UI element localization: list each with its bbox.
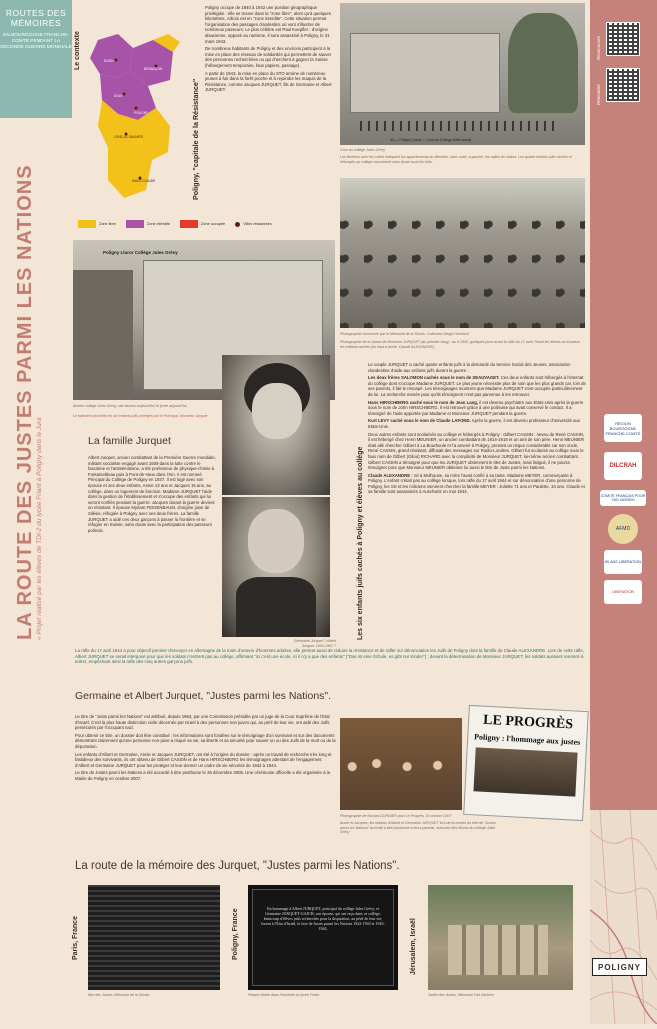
paris-caption: Mur des Justes, Mémorial de la Shoah (88, 993, 150, 997)
newspaper-headline: Poligny : l'hommage aux justes (473, 732, 581, 747)
justes-text (75, 714, 337, 784)
plaque-text: En hommage à Albert JURQUET, principal du collège Jules Grévy, et Germaine JURQUET-GAJCH, son épouse, qui ont reçu dans ce collège, beaucoup d'élèves juifs recherchés pour la disparition, au péril de leur vie, furent à l'Etat d'Israël, le titre de Justes parmi les Nations 1942-1943 et 1943-1944. (252, 889, 394, 986)
routes-memoires-subtitle: EN BOURGOGNE FRANCHE-COMTÉ PENDANT LA SECONDE GUERRE MONDIALE (0, 33, 72, 51)
albert-portrait (222, 497, 330, 637)
qr-code-rencontre[interactable] (606, 68, 640, 102)
plaque-photo (248, 885, 398, 990)
map-label-saint-claude: SAINT-CLAUDE (132, 179, 156, 183)
map-label-lons: LONS-LE-SAUNIER (114, 135, 143, 139)
map-label-dijon: DIJON (104, 59, 114, 63)
nations-photo-note: Annie et Jacques, les enfants d'Albert et Germaine JURQUET lors de la remise du titre de "Justes parmi les Nations" accordé à titre posthume à leurs parents, entourés des élèves du collège Jules Grévy (340, 821, 496, 835)
six-children-label: Les six enfants juifs cachés à Poligny et élèves au collège (357, 446, 364, 640)
famille-text: Albert Jurquet, ancien combattant de la Première Guerre mondiale, militant socialiste engagé avant 1939 dans la lutte contre le fascisme et l'antisémitisme, a été professeur de physique-chimie à Fontainebleau puis à Pont-de-Vaux dans l'Ain. Il est nommé Principal du Collège de Poligny en 1937. Il est logé avec son épouse et ses deux enfants, Annie 13 ans et Jacques 15 ans, au collège, dans un logement de fonction. Madame JURQUET l'aide dans la gestion de l'établissement et s'occupe des enfants qui lui seront confiés pendant la guerre. Jacques durant la guerre devient un résistant. Il épouse Myriam FEIGENBAUM, d'origine juive de Silésie, réfugiée à Poligny avec ses deux frères. La famille JURQUET a aidé ces deux garçons à passer la frontière et se réfugier en Suisse, sans doute avec la participation des passeurs polinois. (88, 455, 216, 533)
mur-des-justes-photo (88, 885, 220, 990)
routes-memoires-title: ROUTES DES MÉMOIRES (5, 8, 67, 28)
class-photo (340, 178, 585, 328)
paragraph-lead: Les deux frères SALOMON cachés sous le nom de SEAUVAGET. (368, 375, 500, 381)
qr-code-ressources[interactable] (606, 22, 640, 56)
justes-title: Germaine et Albert Jurquet, "Justes parmi les Nations". (75, 690, 332, 702)
famille-title: La famille Jurquet (88, 435, 171, 447)
main-vertical-title: LA ROUTE DES JUSTES PARMI LES NATIONS (14, 164, 36, 640)
justes-paragraph: Les enfants d'Albert et Germaine, Annie et Jacques JURQUET, ont été à l'origine du dossier : après un travail de recherche très long et fastidieux des survivants, ils ont obtenu de Gilbert CASSIN et de Hans HIRSCHBERG les témoignages attestant de l'engagement d'Albert et Germaine JURQUET pour les protéger et leur donner un cadre de vie sécurisé de 1942 à 1944. (75, 751, 332, 768)
routes-memoires-box (0, 0, 72, 118)
capital-label: Poligny, "capitale de la Résistance" (191, 78, 200, 200)
postcard-label: 33 — Poligny (Jura) — Cour du Collège (côté ouest) (390, 138, 472, 142)
qr-label-rencontre: Rencontre (596, 84, 601, 105)
paragraph-text: Après la guerre, il est devenu professeur d'université aux Etats-Unis. (368, 418, 581, 429)
germaine-portrait (222, 355, 330, 495)
legend-zone-libre: Zone libre (99, 222, 116, 226)
logo-region: RÉGION BOURGOGNE FRANCHE-COMTÉ (604, 414, 642, 442)
paris-label: Paris, France (72, 916, 79, 960)
legend-zone-interdite: Zone interdite (146, 222, 171, 226)
poligny-caption: Plaque située dans l'enceinte du lycée Friant (248, 993, 320, 997)
paragraph-text: Ces deux enfants sont hébergés à l'internat du collège dont s'occupe Madame JURQUET. Le plus jeune nécessite plus de soin que les plus grands car, loin de ses parents, il fait le rescapé. Les témoignages montrent que Madame JURQUET s'est occupée particulièrement de lui. La recherche menée pour qu'ils témoignent n'est pas parvenue à les retrouver. (368, 375, 586, 397)
logo-80-ans: 80 ANS LIBÉRATION (604, 550, 642, 574)
poligny-label: Poligny, France (232, 908, 239, 960)
paragraph-lead: Claude ALEXANDRE : (368, 472, 413, 478)
college-street-sign: Poligny Lluror Collège Jules Grévy (103, 250, 178, 255)
zones-map (78, 30, 188, 215)
paragraph-text: né à Mulhouse, sa mère l'avait confié à sa tante, Madame MEYER, commerçante à Poligny. L'enfant n'était pas au collège lorsque, lors rafle du 17 avril 1944 et sur dénonciation d'une personne de Poligny, les SS et les miliciens viennent chercher la famille MEYER : Juliette 71 ans et Paulette, 34 ans. Claude et sa famille sont assassinés à Auschwitz en mai 1944. (368, 472, 585, 495)
street-note: Le bâtiment accueille les six enfants juifs protégés par le Principal, Monsieur Jurquet (73, 414, 208, 418)
route-title: La route de la mémoire des Jurquet, "Justes parmi les Nations". (75, 860, 400, 872)
logo-afmd: AFMD (608, 514, 638, 544)
nations-photo-caption: Photographie de Nicolas DORNIER pour Le Progrès, 10 octobre 2007 (340, 814, 452, 818)
map-label-dole: DOLE (114, 94, 123, 98)
justes-paragraph: Le titre de "Juste parmi les Nations" est attribué, depuis 1963, par une Commission présidée par un juge de la Cour Suprême de l'Etat d'Israël. C'est la plus haute distinction civile décernée par Israël à des personnes non juives qui, au péril de leur vie, ont aidé des Juifs persécutés par l'occupant nazi. (75, 714, 330, 731)
paragraph-text: Le couple JURQUET a caché quatre enfants juifs à la demande du Service Social des Jeunes, association clandestine d'aide aux enfants juifs durant la guerre : (368, 362, 571, 373)
map-label-poligny: POLIGNY (134, 111, 149, 115)
map-label-besancon: BESANÇON (144, 67, 162, 71)
vertical-subtitle: « Projet réalisé par les élèves de TDI-2 du lycée Friant à Poligny dans le Jura (36, 417, 43, 640)
paragraph-text: il est devenu psychiatre aux Etats-Unis après la guerre sous le nom de John HIRSCHBERG. Il est retrouvé grâce à une polinoise qui avait conservé le contact. Il a témoigné de l'aide apportée par Madame et Monsieur JURQUET pendant la guerre. (368, 399, 584, 416)
class-photo-caption: Photographie conservée par le Mémorial de la Shoah. Collection Serge Harreboil (340, 332, 469, 336)
context-label: Le contexte (74, 31, 81, 70)
newspaper-clipping (463, 705, 589, 821)
legend-villes-resistantes: Villes résistantes (243, 222, 272, 226)
college-top-note: Les fenêtres avec les volets indiquent les appartements du directeur, sans volet, à gauche, les salles de classe. Les quatre enfants juifs cachés et hébergés au collège coucheront sans doute sous les toits. (340, 155, 572, 164)
legend-zone-occupee: Zone occupée (201, 222, 226, 226)
class-photo-note: Photographie de la classe de Monsieur JURQUET (au premier rang) ; au 6 1943, quelques jours avant la rafle du 17 avril. Parmi les élèves se trouvent les enfants cachés (en haut à droite, Claude ALEXANDRE). (340, 340, 580, 349)
paragraph-text: Deux autres enfants sont scolarisés au collège et hébergés à Poligny : Gilbert CASSIN : neveu de René CASSIN, il est hébergé chez Henri MEUNIER, un ancien combattant de 1914-1918 et un ami de son père. Henri MEUNIER était allé chercher Gilbert à La Bourboule et l'a amené à Poligny, prenant un risque considérable car son oncle, René CASSIN, grand résistant, diffusait des messages sur Radio-Londres. Gilbert fut scolarisé au collège sous le faux nom de Gilbert (Gilou) RICHARD avec la complicité de Monsieur JURQUET, lui-même ancien combattant. Gilbert CASSIN a témoigné pour que les JURQUET obtiennent le titre de Justes, mais fatigué, il ne pourra témoigner pour que Monsieur MEUNIER obtienne lui aussi le titre de Juste parmi les Nations. (368, 431, 585, 471)
rafle-note: La rafle du 17 avril 1944 a pour objectif premier d'envoyer en Allemagne de la main d'oeuvre d'hommes adultes, elle permet aussi de réduire la résistance et de rafler sur dénonciation les Juifs de Poligny dont la famille de Claude ALEXANDRE. Lors de cette rafle, Albert JURQUET se serait interposé pour que les soldats n'entrent pas au collège, affirmant "ici c'est une école, ici il n'y a que des enfants" ("Das ist eine Schule, es gibt nur Kinder") ; devant la détermination de Monsieur JURQUET, les soldats auraient renoncé à entrer, empêchant ainsi la rafle des cinq autres garçons juifs. (75, 648, 584, 665)
map-zone-interdite-north (90, 34, 133, 78)
logo-yad-vashem: COMITÉ FRANÇAIS POUR YAD VASHEM (600, 490, 646, 506)
context-paragraph: De nombreux habitants de Poligny et des environs participent à la mise en place des réseaux de solidarités qui permettent de sauver des personnes recherchées ou qui cherchent à gagner la Suisse (hébergement temporaire, faux papiers, passage). (205, 46, 332, 68)
logo-liberation: LIBÉRATION (604, 580, 642, 604)
newspaper-masthead: LE PROGRÈS (482, 712, 574, 733)
jardin-des-justes-photo (428, 885, 573, 990)
context-paragraph: A partir de 1943, la mise en place du STO amène de nombreux jeunes à fuir dans la forêt proche et à rejoindre les maquis de la Résistance, comme Jacques JURQUET, fils de Germaine et Albert JURQUET. (205, 70, 332, 93)
justes-paragraph: Pour obtenir ce titre, un dossier doit être constitué : les informations sont fondées sur le témoignage d'un survivant et sur des documents démontrant clairement qu'une personne non-juive a risqué sa vie, sa liberté et sa sécurité pour sauver un ou des Juifs de la mort ou de la déportation. (75, 732, 336, 749)
context-text (205, 5, 337, 95)
map-legend (78, 220, 272, 228)
paragraph-lead: Hans HIRSCHBERG caché sous le nom de Jean Lang, (368, 399, 479, 405)
paragraph-lead: Kurt LEVY caché sous le nom de Claude LAFOND. (368, 418, 471, 424)
six-children-text (368, 362, 586, 497)
street-caption: Ancien collège Jules Grévy, site devenu aujourd'hui le lycée aujourd'hui (73, 404, 187, 408)
logo-dilcrah: DILCRAH (604, 452, 642, 480)
justes-paragraph: Le titre de Justes parmi les Nations a été accordé à titre posthume le 26 décembre 2005. Une cérémonie officielle a été organisée à la Mairie de Poligny en octobre 2007. (75, 770, 331, 781)
jerusalem-caption: Jardin des Justes, Mémorial Yad Vashem (428, 993, 494, 997)
college-courtyard-photo (340, 3, 585, 145)
jerusalem-label: Jérusalem, Israël (410, 918, 417, 975)
college-top-caption: Cour du collège Jules Grévy (340, 148, 386, 152)
context-paragraph: Poligny occupe de 1940 à 1942 une position géographique privilégiée : elle se trouve dans la "zone libre", alors qu'à quelques kilomètres, Arbois est en "zone interdite". Cette situation permet l'organisation des passages clandestins où vont s'illustrer de nombreux passeurs. Le plus célèbre est Paul Koepfler : d'origine alsacienne, opposé au nazisme, il sera assassiné à Poligny, le 31 mars 1943. (205, 5, 331, 44)
right-map-panel (590, 810, 657, 1024)
portrait-caption: Germaine Jurquet ? Albert Jurquet, 1904-1967 ? (293, 639, 336, 648)
qr-label-ressources: Ressources (596, 36, 601, 60)
poligny-sign: POLIGNY (592, 958, 647, 976)
ceremony-photo (340, 718, 462, 810)
